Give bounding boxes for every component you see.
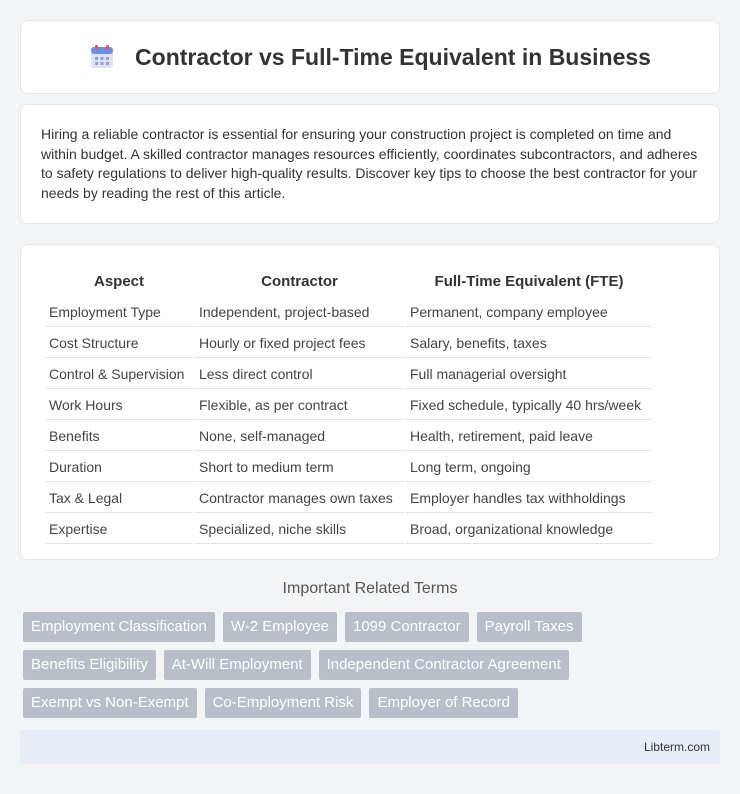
header-card: [20, 20, 720, 94]
cell-aspect: Cost Structure: [45, 327, 193, 358]
cell-fte: Health, retirement, paid leave: [406, 420, 652, 451]
cell-aspect: Work Hours: [45, 389, 193, 420]
cell-aspect: Tax & Legal: [45, 482, 193, 513]
related-term-tag[interactable]: Benefits Eligibility: [23, 650, 156, 680]
related-term-tag[interactable]: Independent Contractor Agreement: [319, 650, 569, 680]
related-term-tag[interactable]: Co-Employment Risk: [205, 688, 362, 718]
related-terms-row: [23, 612, 723, 642]
table-row: [45, 420, 652, 451]
related-term-tag[interactable]: Employment Classification: [23, 612, 215, 642]
cell-aspect: Control & Supervision: [45, 358, 193, 389]
cell-aspect: Expertise: [45, 513, 193, 544]
intro-text: Hiring a reliable contractor is essential for ensuring your construction project is completed on time and within budget. A skilled contractor manages resources efficiently, coordinates subcontractors, and adheres to safety regulations to deliver high-quality results. Discover key tips to choose the best contractor for your needs by reading the rest of this article.: [41, 126, 698, 201]
cell-aspect: Duration: [45, 451, 193, 482]
cell-fte: Fixed schedule, typically 40 hrs/week: [406, 389, 652, 420]
cell-aspect: Employment Type: [45, 296, 193, 327]
cell-fte: Full managerial oversight: [406, 358, 652, 389]
related-terms-title: Important Related Terms: [282, 580, 458, 597]
cell-fte: Salary, benefits, taxes: [406, 327, 652, 358]
calendar-icon: [89, 44, 115, 70]
related-terms-list: [23, 612, 723, 726]
table-row: [45, 451, 652, 482]
related-term-tag[interactable]: Payroll Taxes: [477, 612, 582, 642]
table-row: [45, 358, 652, 389]
cell-fte: Permanent, company employee: [406, 296, 652, 327]
cell-contractor: None, self-managed: [195, 420, 404, 451]
cell-fte: Employer handles tax withholdings: [406, 482, 652, 513]
table-row: [45, 389, 652, 420]
footer: [20, 730, 720, 764]
comparison-card: [20, 244, 720, 560]
table-row: [45, 327, 652, 358]
page-title: Contractor vs Full-Time Equivalent in Business: [135, 43, 651, 70]
header-fte: Full-Time Equivalent (FTE): [434, 273, 624, 290]
table-row: [45, 513, 652, 544]
related-terms-row: [23, 650, 723, 680]
intro-card: [20, 104, 720, 224]
related-term-tag[interactable]: Exempt vs Non-Exempt: [23, 688, 197, 718]
cell-fte: Long term, ongoing: [406, 451, 652, 482]
header-contractor: Contractor: [261, 273, 338, 290]
cell-contractor: Less direct control: [195, 358, 404, 389]
related-term-tag[interactable]: W-2 Employee: [223, 612, 337, 642]
table-row: [45, 482, 652, 513]
cell-fte: Broad, organizational knowledge: [406, 513, 652, 544]
header-aspect: Aspect: [93, 273, 145, 290]
cell-aspect: Benefits: [45, 420, 193, 451]
comparison-table: [43, 265, 654, 544]
footer-brand[interactable]: Libterm.com: [643, 740, 710, 754]
cell-contractor: Contractor manages own taxes: [195, 482, 404, 513]
related-term-tag[interactable]: Employer of Record: [369, 688, 518, 718]
cell-contractor: Short to medium term: [195, 451, 404, 482]
table-row: [45, 296, 652, 327]
cell-contractor: Flexible, as per contract: [195, 389, 404, 420]
cell-contractor: Specialized, niche skills: [195, 513, 404, 544]
related-terms-row: [23, 688, 723, 718]
table-header-row: [45, 265, 652, 296]
related-term-tag[interactable]: 1099 Contractor: [345, 612, 469, 642]
related-term-tag[interactable]: At-Will Employment: [164, 650, 311, 680]
cell-contractor: Independent, project-based: [195, 296, 404, 327]
cell-contractor: Hourly or fixed project fees: [195, 327, 404, 358]
